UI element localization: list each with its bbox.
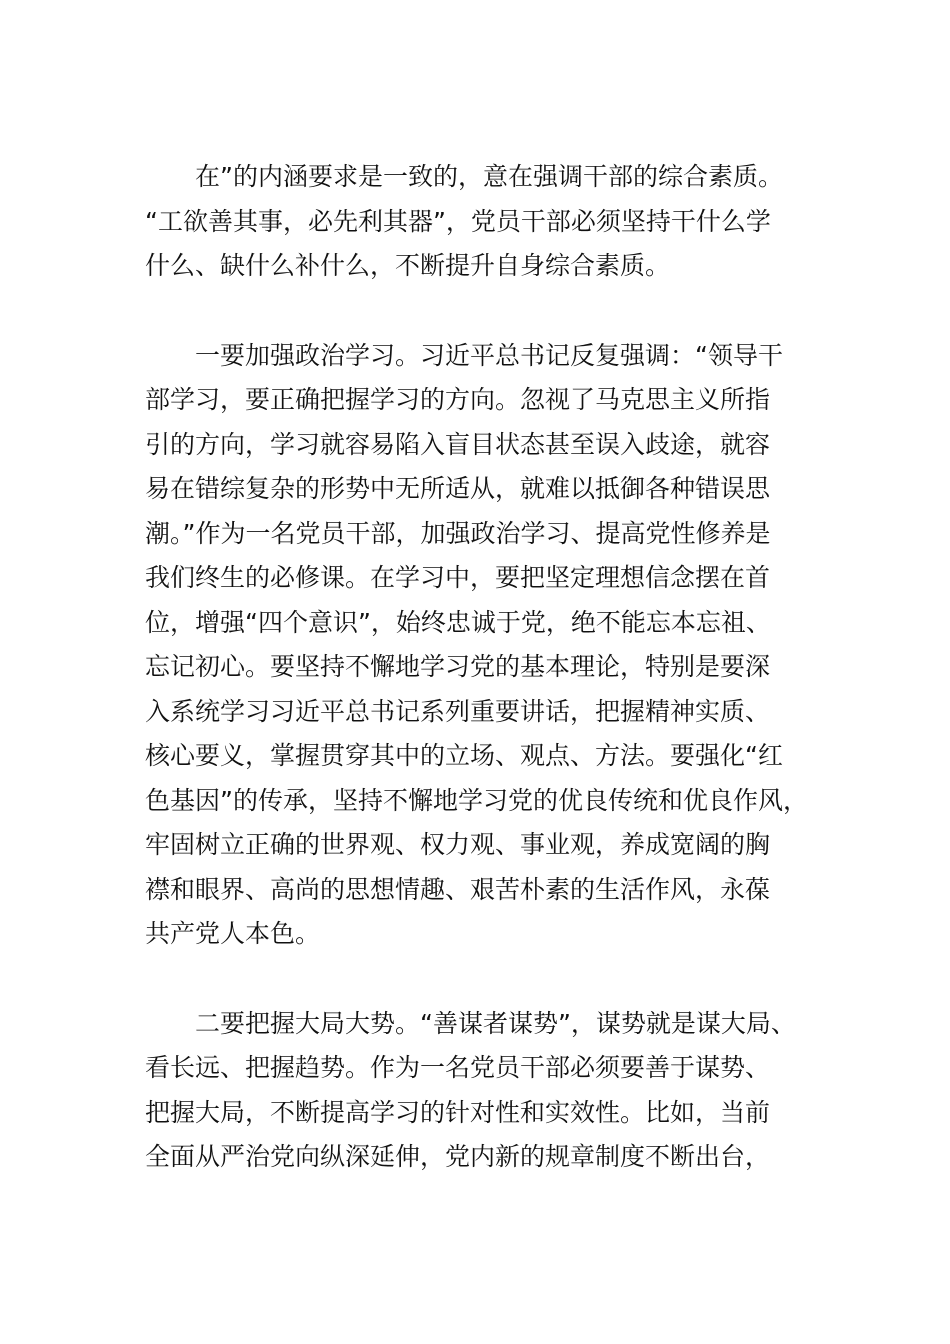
paragraph-1 <box>145 155 825 289</box>
text-line: 引的方向，学习就容易陷入盲目状态甚至误入歧途，就容 <box>145 429 771 459</box>
text-line: 入系统学习习近平总书记系列重要讲话，把握精神实质、 <box>145 696 771 726</box>
text-line: 核心要义，掌握贯穿其中的立场、观点、方法。要强化“红 <box>145 741 783 770</box>
text-line: 部学习，要正确把握学习的方向。忽视了马克思主义所指 <box>145 385 771 414</box>
text-line: 二要把握大局大势。“善谋者谋势”，谋势就是谋大局、 <box>195 1008 796 1038</box>
text-line: 位，增强“四个意识”，始终忠诚于党，绝不能忘本忘祖、 <box>145 607 771 637</box>
text-line: 易在错综复杂的形势中无所适从，就难以抵御各种错误思 <box>145 474 771 503</box>
document-body <box>145 155 825 1225</box>
text-line: 共产党人本色。 <box>145 919 321 948</box>
text-line: 看长远、把握趋势。作为一名党员干部必须要善于谋势、 <box>145 1053 771 1082</box>
text-line: 一要加强政治学习。习近平总书记反复强调：“领导干 <box>195 340 783 370</box>
paragraph-2 <box>145 334 825 957</box>
paragraph-3 <box>145 1002 825 1180</box>
text-line: 全面从严治党向纵深延伸，党内新的规章制度不断出台， <box>145 1142 771 1171</box>
text-line: 牢固树立正确的世界观、权力观、事业观，养成宽阔的胸 <box>145 830 771 859</box>
text-line: 把握大局，不断提高学习的针对性和实效性。比如，当前 <box>145 1097 771 1127</box>
text-line: “工欲善其事，必先利其器”，党员干部必须坚持干什么学 <box>145 206 771 236</box>
text-line: 忘记初心。要坚持不懈地学习党的基本理论，特别是要深 <box>145 652 771 681</box>
text-line: 在”的内涵要求是一致的，意在强调干部的综合素质。 <box>195 162 783 191</box>
text-line: 色基因”的传承，坚持不懈地学习党的优良传统和优良作风， <box>145 785 808 815</box>
text-line: 什么、缺什么补什么，不断提升自身综合素质。 <box>145 251 671 280</box>
text-line: 襟和眼界、高尚的思想情趣、艰苦朴素的生活作风，永葆 <box>145 874 771 904</box>
text-line: 我们终生的必修课。在学习中，要把坚定理想信念摆在首 <box>145 563 771 592</box>
text-line: 潮。”作为一名党员干部，加强政治学习、提高党性修养是 <box>145 518 771 548</box>
